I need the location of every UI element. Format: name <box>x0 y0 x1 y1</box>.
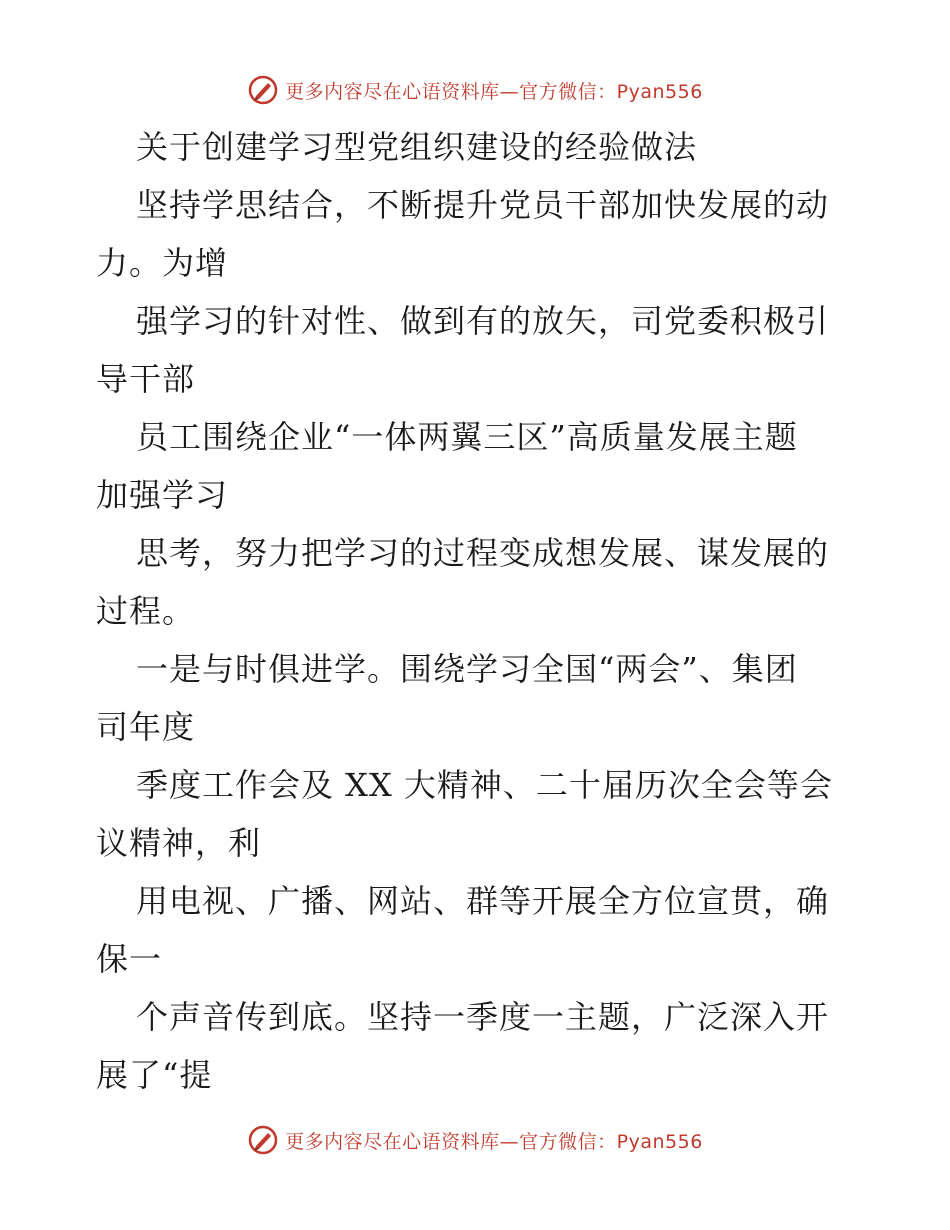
document-line: 强学习的针对性、做到有的放矢，司党委积极引 <box>136 302 830 340</box>
watermark-group <box>247 1124 703 1156</box>
watermark-site-text: 更多内容尽在心语资料库 <box>285 1130 500 1153</box>
watermark-wechat-text: 官方微信：Pyan556 <box>519 1130 703 1153</box>
document-line: 关于创建学习型党组织建设的经验做法 <box>136 128 698 166</box>
document-line: 议精神，利 <box>96 824 262 862</box>
watermark-banner-bottom <box>0 1120 950 1160</box>
watermark-group <box>247 74 703 106</box>
document-line: 保一 <box>96 940 163 978</box>
document-line: 季度工作会及 XX 大精神、二十届历次全会等会 <box>136 766 833 804</box>
document-line: 展了“提 <box>96 1056 213 1094</box>
document-line: 用电视、广播、网站、群等开展全方位宣贯，确 <box>136 882 830 920</box>
document-line: 加强学习 <box>96 476 229 514</box>
watermark-separator: — <box>499 80 520 103</box>
watermark-separator: — <box>499 1130 520 1153</box>
document-line: 一是与时俱进学。围绕学习全国“两会”、集团 <box>136 650 798 688</box>
document-body <box>96 118 856 1104</box>
document-line: 坚持学思结合，不断提升党员干部加快发展的动 <box>136 186 830 224</box>
document-line: 司年度 <box>96 708 196 746</box>
pen-logo-icon <box>247 74 279 106</box>
document-line: 力。为增 <box>96 244 229 282</box>
watermark-text <box>285 77 703 104</box>
document-line: 员工围绕企业“一体两翼三区”高质量发展主题 <box>136 418 798 456</box>
document-line: 个声音传到底。坚持一季度一主题，广泛深入开 <box>136 998 830 1036</box>
document-line: 过程。 <box>96 592 196 630</box>
document-line: 导干部 <box>96 360 196 398</box>
watermark-wechat-text: 官方微信：Pyan556 <box>519 80 703 103</box>
document-line: 思考，努力把学习的过程变成想发展、谋发展的 <box>136 534 830 572</box>
watermark-banner-top <box>0 70 950 110</box>
watermark-text <box>285 1127 703 1154</box>
pen-logo-icon <box>247 1124 279 1156</box>
watermark-site-text: 更多内容尽在心语资料库 <box>285 80 500 103</box>
